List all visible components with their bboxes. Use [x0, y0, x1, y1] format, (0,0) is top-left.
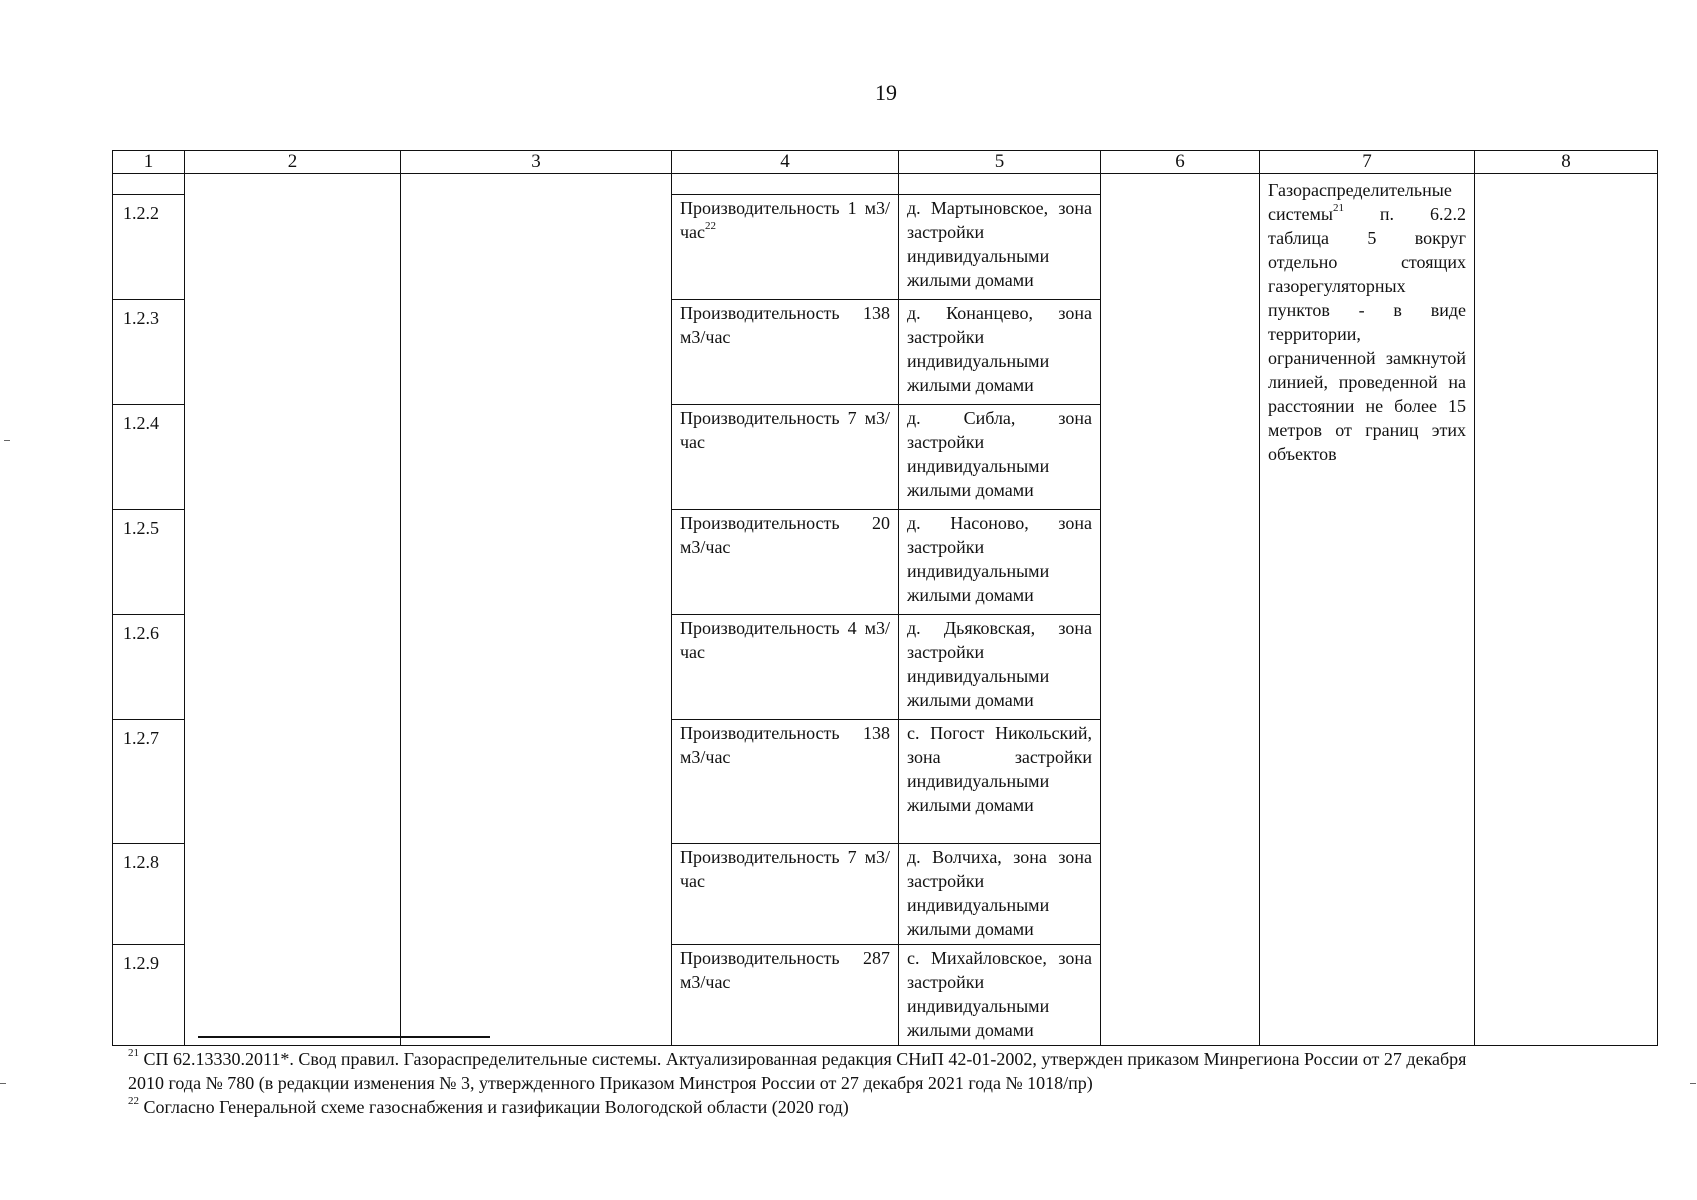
header-cell: 5: [899, 151, 1101, 174]
footnote-22: [128, 1095, 1658, 1119]
location-cell: д. Дьяковская, зона застройки индивидуальными жилыми домами: [899, 615, 1101, 720]
footnote-ref-21: 21: [1332, 202, 1344, 214]
capacity-cell: Производительность 7 м3/час: [672, 405, 899, 510]
header-cell: 3: [401, 151, 672, 174]
footnote-21-continuation: 2010 года № 780 (в редакции изменения № 3, утвержденного Приказом Минстроя России от 27 декабря 2021 года № 1018/пр): [128, 1073, 1093, 1093]
sanitary-zone-cell: [1260, 174, 1475, 1046]
capacity-cell: Производительность 4 м3/час: [672, 615, 899, 720]
row-number: 1.2.7: [113, 720, 185, 844]
location-cell: с. Михайловское, зона застройки индивидуальными жилыми домами: [899, 945, 1101, 1046]
location-cell: д. Волчиха, зона зона застройки индивидуальными жилыми домами: [899, 844, 1101, 945]
footnote-21: [128, 1047, 1658, 1071]
empty-cell: [113, 174, 185, 195]
scan-mark: [0, 1083, 6, 1084]
row-number: 1.2.3: [113, 300, 185, 405]
capacity-cell: Производительность 138 м3/час: [672, 300, 899, 405]
capacity-cell: Производительность 138 м3/час: [672, 720, 899, 844]
capacity-cell: Производительность 20 м3/час: [672, 510, 899, 615]
header-cell: 4: [672, 151, 899, 174]
footnote-text: Согласно Генеральной схеме газоснабжения и газификации Вологодской области (2020 год): [139, 1097, 849, 1117]
sanitary-zone-text-a: Газораспределительные системы: [1268, 180, 1452, 224]
table-header-row: [113, 151, 1658, 174]
header-cell: 6: [1101, 151, 1260, 174]
scan-mark: [1690, 1083, 1696, 1084]
header-cell: 1: [113, 151, 185, 174]
capacity-cell: [672, 195, 899, 300]
footnote-mark: 21: [128, 1047, 139, 1059]
objects-table: [112, 150, 1658, 1046]
header-cell: 8: [1475, 151, 1658, 174]
header-cell: 7: [1260, 151, 1475, 174]
row-number: 1.2.4: [113, 405, 185, 510]
header-cell: 2: [185, 151, 401, 174]
page-number: 19: [875, 80, 897, 105]
location-cell: д. Сибла, зона застройки индивидуальными жилыми домами: [899, 405, 1101, 510]
column-3-cell: [401, 174, 672, 1046]
sanitary-zone-text-b: п. 6.2.2 таблица 5 вокруг отдельно стоящих газорегуляторных пунктов - в виде территории, ограниченной замкнутой линией, проведенной на расстоянии не более 15 метров от границ этих объектов: [1268, 204, 1466, 464]
column-6-cell: [1101, 174, 1260, 1046]
location-cell: с. Погост Никольский, зона застройки индивидуальными жилыми домами: [899, 720, 1101, 844]
column-8-cell: [1475, 174, 1658, 1046]
row-number: 1.2.9: [113, 945, 185, 1046]
footnote-mark: 22: [128, 1095, 139, 1107]
location-cell: д. Насоново, зона застройки индивидуальными жилыми домами: [899, 510, 1101, 615]
row-number: 1.2.2: [113, 195, 185, 300]
row-number: 1.2.8: [113, 844, 185, 945]
footnote-separator: [198, 1036, 490, 1038]
column-2-cell: [185, 174, 401, 1046]
table-spacer-row: [113, 174, 1658, 195]
location-cell: д. Мартыновское, зона застройки индивидуальными жилыми домами: [899, 195, 1101, 300]
row-number: 1.2.6: [113, 615, 185, 720]
footnotes: [128, 1047, 1658, 1119]
capacity-text: Производительность 1 м3/час: [680, 198, 890, 242]
footnote-text: СП 62.13330.2011*. Свод правил. Газораспределительные системы. Актуализированная редакция СНиП 42-01-2002, утвержден приказом Минрегиона России от 27 декабря: [139, 1049, 1467, 1069]
capacity-cell: Производительность 287 м3/час: [672, 945, 899, 1046]
footnote-ref-22: 22: [705, 220, 717, 232]
empty-cell: [899, 174, 1101, 195]
location-cell: д. Конанцево, зона застройки индивидуальными жилыми домами: [899, 300, 1101, 405]
scan-mark: [4, 440, 10, 441]
empty-cell: [672, 174, 899, 195]
capacity-cell: Производительность 7 м3/час: [672, 844, 899, 945]
row-number: 1.2.5: [113, 510, 185, 615]
